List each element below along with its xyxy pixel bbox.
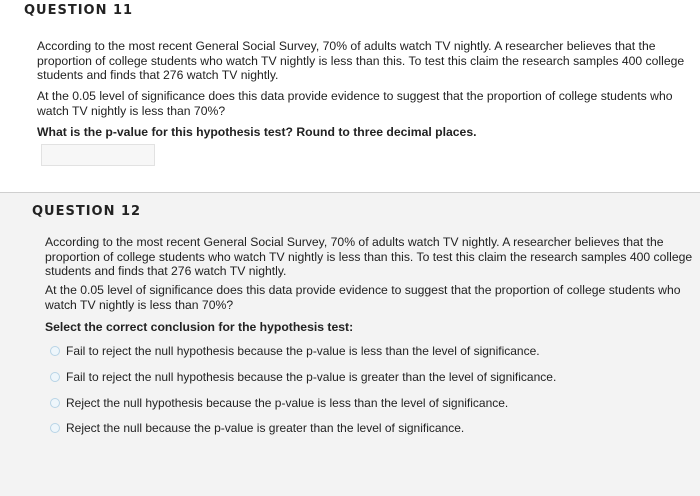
question-12-p2-line-1: At the 0.05 level of significance does this data provide evidence to suggest that the proportion of college students who: [45, 283, 681, 297]
conclusion-option-1-label: Fail to reject the null hypothesis because the p-value is less than the level of significance.: [66, 344, 540, 358]
question-11-p1-line-3: students and finds that 276 watch TV nightly.: [37, 68, 279, 82]
conclusion-option-2-label: Fail to reject the null hypothesis because the p-value is greater than the level of significance.: [66, 370, 557, 384]
question-12-paragraph-1: [45, 235, 692, 279]
conclusion-option-4[interactable]: [50, 421, 464, 435]
conclusion-option-3-label: Reject the null hypothesis because the p-value is less than the level of significance.: [66, 396, 509, 410]
question-12-p1-line-3: students and finds that 276 watch TV nightly.: [45, 264, 287, 278]
p-value-answer-input[interactable]: [41, 144, 155, 166]
question-12-p1-line-1: According to the most recent General Social Survey, 70% of adults watch TV nightly. A researcher believes that the: [45, 235, 664, 249]
conclusion-option-1[interactable]: [50, 344, 540, 358]
question-11-prompt: What is the p-value for this hypothesis test? Round to three decimal places.: [37, 125, 477, 139]
question-11-panel: [0, 0, 700, 193]
radio-button-icon[interactable]: [50, 398, 60, 408]
radio-button-icon[interactable]: [50, 346, 60, 356]
question-11-p1-line-1: According to the most recent General Social Survey, 70% of adults watch TV nightly. A researcher believes that the: [37, 39, 656, 53]
question-11-p2-line-2: watch TV nightly is less than 70%?: [37, 103, 226, 118]
radio-button-icon[interactable]: [50, 372, 60, 382]
question-11-paragraph-1: [37, 39, 684, 83]
radio-button-icon[interactable]: [50, 423, 60, 433]
question-11-header: QUESTION 11: [24, 3, 134, 18]
question-11-p1-line-2: proportion of college students who watch TV nightly is less than this. To test this claim the research samples 400 college: [37, 53, 685, 68]
question-11-paragraph-2: [37, 89, 673, 118]
question-11-p2-line-1: At the 0.05 level of significance does this data provide evidence to suggest that the proportion of college students who: [37, 89, 673, 103]
conclusion-option-3[interactable]: [50, 396, 508, 410]
question-12-panel: [0, 193, 700, 496]
question-12-prompt: Select the correct conclusion for the hypothesis test:: [45, 320, 354, 334]
conclusion-option-2[interactable]: [50, 370, 556, 384]
question-12-paragraph-2: [45, 283, 681, 312]
question-12-p2-line-2: watch TV nightly is less than 70%?: [45, 297, 234, 312]
question-12-p1-line-2: proportion of college students who watch TV nightly is less than this. To test this claim the research samples 400 college: [45, 249, 693, 264]
conclusion-option-4-label: Reject the null because the p-value is greater than the level of significance.: [66, 421, 465, 435]
question-12-header: QUESTION 12: [32, 204, 142, 219]
